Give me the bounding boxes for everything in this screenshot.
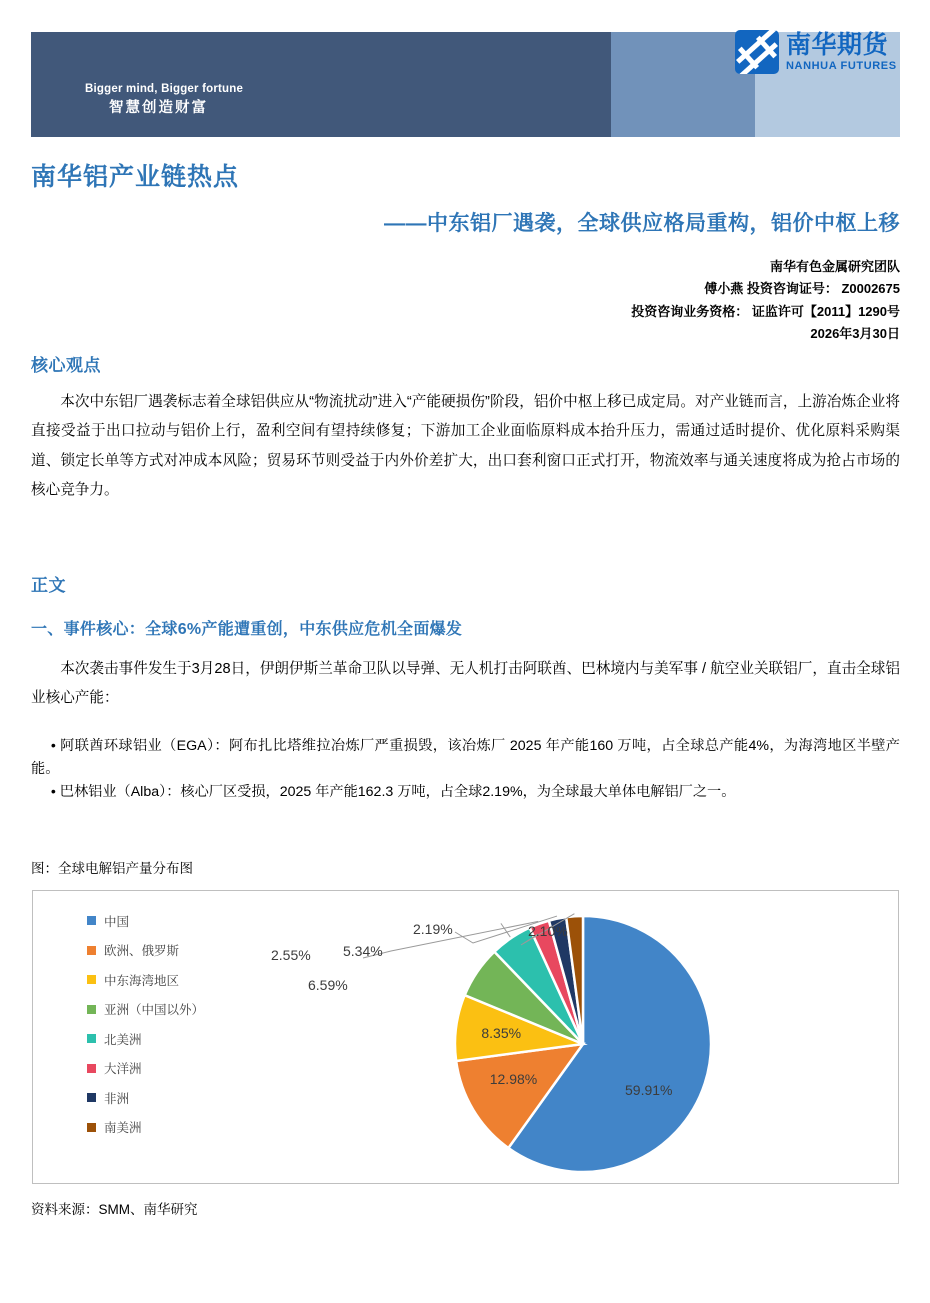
legend-swatch-icon bbox=[87, 1093, 96, 1102]
legend-swatch-icon bbox=[87, 975, 96, 984]
section-heading-core: 核心观点 bbox=[31, 356, 101, 375]
source-note: 资料来源：SMM、南华研究 bbox=[31, 1202, 198, 1217]
byline-license: 投资咨询业务资格： 证监许可【2011】1290号 bbox=[631, 303, 900, 319]
legend-label: 亚洲（中国以外） bbox=[104, 1003, 205, 1018]
logo-text-english: NANHUA FUTURES bbox=[786, 59, 897, 72]
legend-label: 南美洲 bbox=[104, 1121, 142, 1136]
figure-caption: 图：全球电解铝产量分布图 bbox=[31, 861, 193, 876]
pie-chart-container bbox=[32, 890, 899, 1184]
legend-item[interactable] bbox=[87, 906, 277, 936]
pie-chart-plot bbox=[271, 899, 893, 1179]
core-paragraph: 本次中东铝厂遇袭标志着全球铝供应从“物流扰动”进入“产能硬损伤”阶段，铝价中枢上移已成定局。对产业链而言，上游冶炼企业将直接受益于出口拉动与铝价上行，盈利空间有望持续修复；下游加工企业面临原料成本抬升压力，需通过适时提价、优化原料采购渠道、锁定长单等方式对冲成本风险；贸易环节则受益于内外价差扩大，出口套利窗口正式打开，物流效率与通关速度将成为抢占市场的核心竞争力。 bbox=[31, 394, 900, 499]
list-item: • 阿联酋环球铝业（EGA）：阿布扎比塔维拉冶炼厂严重损毁，该冶炼厂 2025 年产能160 万吨，占全球总产能4%，为海湾地区半壁产能。 bbox=[31, 738, 900, 777]
legend-label: 非洲 bbox=[104, 1091, 130, 1106]
legend-swatch-icon bbox=[87, 1064, 96, 1073]
chart-legend bbox=[87, 906, 277, 1142]
nanhua-logo-icon bbox=[735, 30, 779, 74]
pie-slice-label: 5.34% bbox=[343, 943, 383, 959]
legend-item[interactable] bbox=[87, 965, 277, 995]
header-band-dark bbox=[31, 32, 611, 137]
slogan-chinese: 智慧创造财富 bbox=[109, 100, 208, 117]
legend-item[interactable] bbox=[87, 1083, 277, 1113]
legend-item[interactable] bbox=[87, 1054, 277, 1084]
pie-slice-label: 12.98% bbox=[489, 1070, 538, 1087]
byline-team: 南华有色金属研究团队 bbox=[769, 259, 900, 274]
legend-label: 北美洲 bbox=[104, 1032, 142, 1047]
event-paragraph: 本次袭击事件发生于3月28日，伊朗伊斯兰革命卫队以导弹、无人机打击阿联酋、巴林境内与美军事 / 航空业关联铝厂，直击全球铝业核心产能： bbox=[31, 661, 900, 707]
list-item: • 巴林铝业（Alba）：核心厂区受损，2025 年产能162.3 万吨，占全球2.19%，为全球最大单体电解铝厂之一。 bbox=[50, 784, 736, 800]
company-logo bbox=[735, 30, 897, 74]
legend-swatch-icon bbox=[87, 1005, 96, 1014]
pie-slice-label: 2.19% bbox=[413, 921, 453, 937]
legend-swatch-icon bbox=[87, 916, 96, 925]
legend-item[interactable] bbox=[87, 995, 277, 1025]
logo-text-chinese: 南华期货 bbox=[786, 31, 889, 59]
legend-swatch-icon bbox=[87, 1034, 96, 1043]
byline bbox=[31, 256, 900, 345]
pie-slice-label: 6.59% bbox=[308, 977, 348, 993]
pie-slice-label: 8.35% bbox=[481, 1025, 522, 1042]
pie-slice-label: 59.91% bbox=[625, 1082, 673, 1098]
legend-item[interactable] bbox=[87, 1113, 277, 1143]
section-heading-body: 正文 bbox=[31, 576, 66, 595]
pie-slice-label: 2.55% bbox=[271, 947, 311, 963]
slogan-english: Bigger mind, Bigger fortune bbox=[85, 82, 244, 95]
byline-analyst: 傅小燕 投资咨询证号： Z0002675 bbox=[704, 281, 900, 297]
legend-label: 中东海湾地区 bbox=[104, 973, 180, 988]
page-subtitle: ——中东铝厂遇袭，全球供应格局重构，铝价中枢上移 bbox=[384, 212, 900, 235]
legend-swatch-icon bbox=[87, 946, 96, 955]
legend-swatch-icon bbox=[87, 1123, 96, 1132]
legend-item[interactable] bbox=[87, 936, 277, 966]
subsection-heading-event: 一、事件核心：全球6%产能遭重创，中东供应危机全面爆发 bbox=[31, 621, 463, 638]
pie-chart-svg bbox=[283, 899, 893, 1179]
pie-slice-label: 2.10% bbox=[528, 923, 568, 939]
byline-date: 2026年3月30日 bbox=[810, 326, 900, 342]
legend-label: 欧洲、俄罗斯 bbox=[104, 944, 180, 959]
bullet-list bbox=[31, 735, 900, 804]
legend-label: 中国 bbox=[104, 914, 130, 929]
header-slogan bbox=[85, 82, 243, 119]
header-band-mid bbox=[611, 32, 755, 137]
legend-label: 大洋洲 bbox=[104, 1062, 142, 1077]
page-title: 南华铝产业链热点 bbox=[31, 163, 240, 191]
pie-leader-line bbox=[501, 923, 510, 937]
legend-item[interactable] bbox=[87, 1024, 277, 1054]
